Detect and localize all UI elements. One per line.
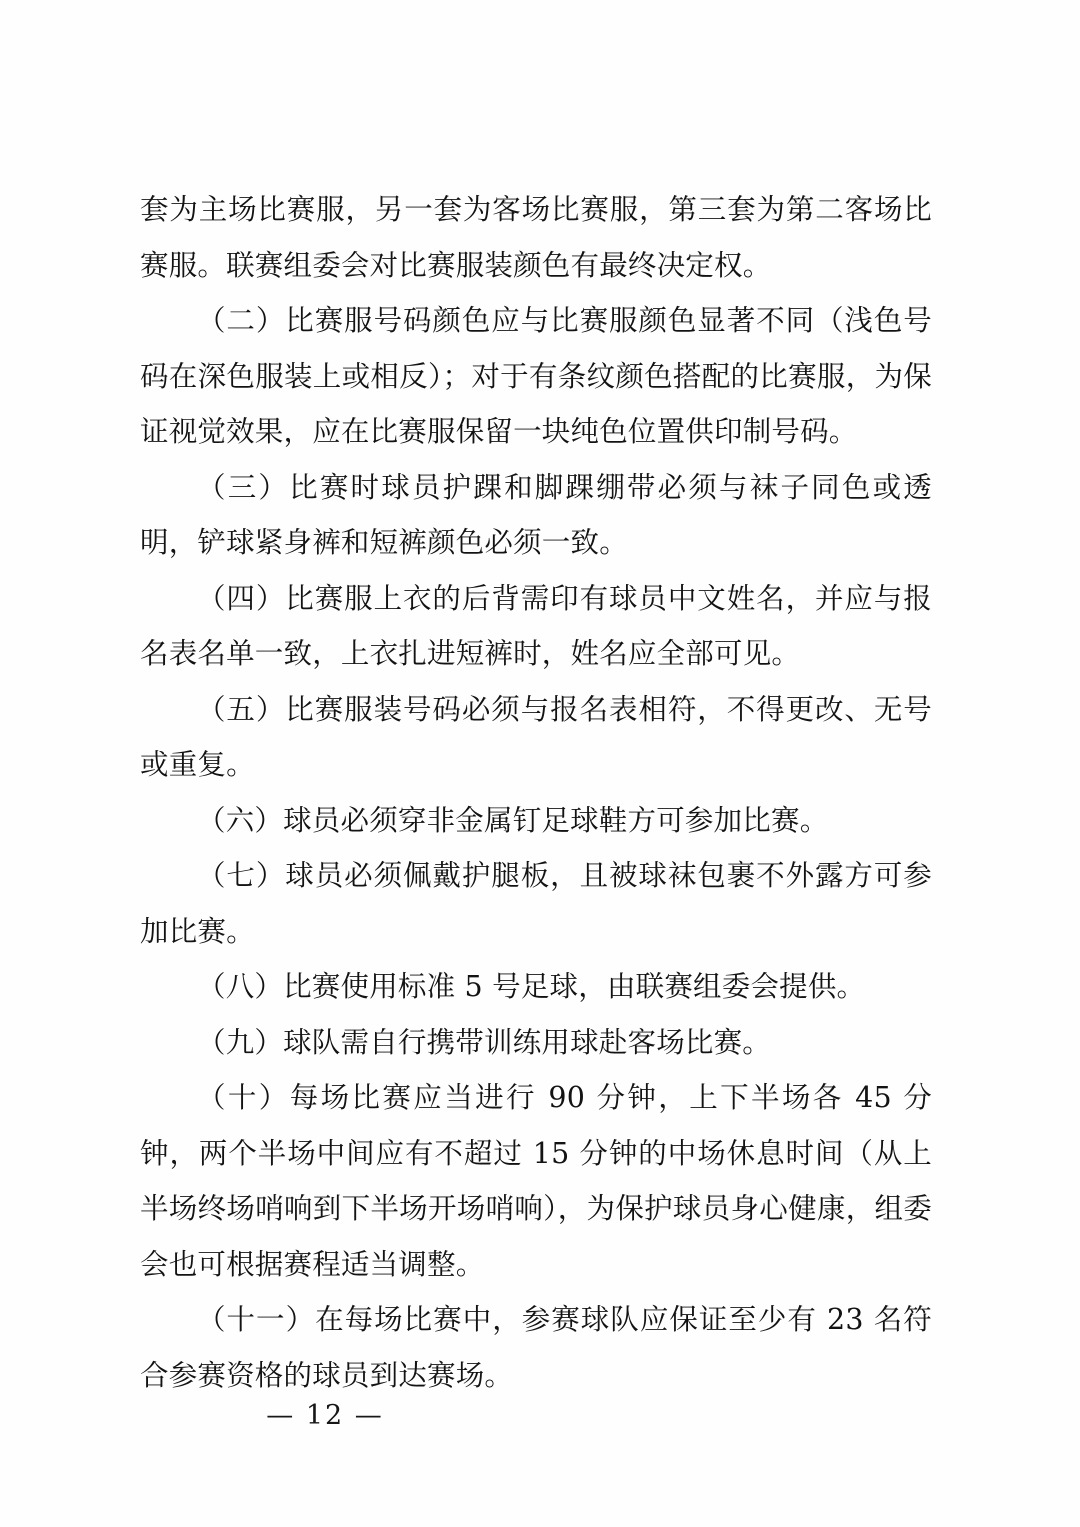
page-footer bbox=[0, 1400, 1080, 1431]
paragraph-item-5: （五）比赛服装号码必须与报名表相符，不得更改、无号或重复。 bbox=[140, 692, 932, 781]
paragraph-item-2: （二）比赛服号码颜色应与比赛服颜色显著不同（浅色号码在深色服装上或相反）；对于有条纹颜色搭配的比赛服，为保证视觉效果，应在比赛服保留一块纯色位置供印制号码。 bbox=[140, 304, 932, 448]
paragraph-item-6: （六）球员必须穿非金属钉足球鞋方可参加比赛。 bbox=[197, 803, 829, 837]
paragraph-item-3: （三）比赛时球员护踝和脚踝绷带必须与袜子同色或透明，铲球紧身裤和短裤颜色必须一致。 bbox=[140, 470, 932, 559]
paragraph-continued: 套为主场比赛服，另一套为客场比赛服，第三套为第二客场比赛服。联赛组委会对比赛服装颜色有最终决定权。 bbox=[140, 193, 932, 282]
paragraph-item-10: （十）每场比赛应当进行 90 分钟，上下半场各 45 分钟，两个半场中间应有不超过 15 分钟的中场休息时间（从上半场终场哨响到下半场开场哨响），为保护球员身心健康，组委会也可根据赛程适当调整。 bbox=[140, 1081, 932, 1281]
document-body bbox=[140, 182, 932, 1403]
paragraph-item-8: （八）比赛使用标准 5 号足球，由联赛组委会提供。 bbox=[197, 970, 866, 1003]
page-number: — 12 — bbox=[266, 1400, 384, 1431]
paragraph-item-4: （四）比赛服上衣的后背需印有球员中文姓名，并应与报名表名单一致，上衣扎进短裤时，姓名应全部可见。 bbox=[140, 581, 932, 670]
paragraph-item-11: （十一）在每场比赛中，参赛球队应保证至少有 23 名符合参赛资格的球员到达赛场。 bbox=[140, 1303, 932, 1392]
paragraph-item-9: （九）球队需自行携带训练用球赴客场比赛。 bbox=[197, 1025, 772, 1059]
paragraph-item-7: （七）球员必须佩戴护腿板，且被球袜包裹不外露方可参加比赛。 bbox=[140, 859, 932, 948]
